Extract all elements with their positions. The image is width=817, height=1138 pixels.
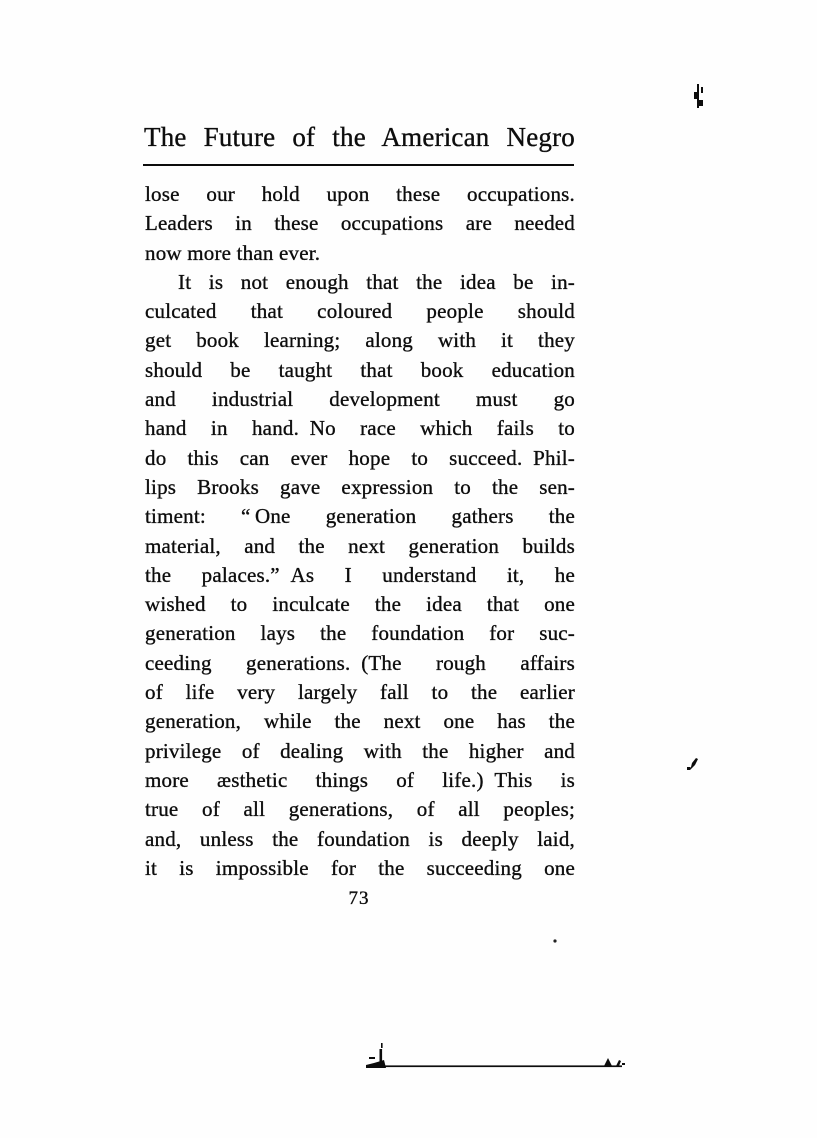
text-line: do this can ever hope to succeed. Phil- xyxy=(145,445,575,470)
text-line: wished to inculcate the idea that one xyxy=(145,592,575,617)
text-line: ceeding generations. (The rough affairs xyxy=(145,650,575,675)
text-line: and industrial development must go xyxy=(145,387,575,412)
scan-streak-line-icon xyxy=(366,1043,625,1068)
running-head-title: The Future of the American Negro xyxy=(144,122,575,152)
text-line: material, and the next generation builds xyxy=(145,533,575,558)
text-line: Leaders in these occupations are needed xyxy=(145,211,575,236)
ink-dot-icon xyxy=(553,939,556,942)
text-line: get book learning; along with it they xyxy=(145,328,575,353)
ink-speck-icon xyxy=(687,758,698,770)
text-line: generation lays the foundation for suc- xyxy=(145,621,575,646)
text-line: lose our hold upon these occupations. xyxy=(145,182,575,206)
text-line: should be taught that book education xyxy=(145,357,575,382)
text-line: lips Brooks gave expression to the sen- xyxy=(145,474,575,499)
text-line: more æsthetic things of life.) This is xyxy=(145,767,575,792)
text-line: of life very largely fall to the earlier xyxy=(145,680,575,705)
text-line: It is not enough that the idea be in- xyxy=(178,269,575,294)
text-line: and, unless the foundation is deeply laid, xyxy=(145,826,575,851)
text-line: generation, while the next one has the xyxy=(145,709,575,734)
text-line: now more than ever. xyxy=(145,240,321,265)
text-line: hand in hand. No race which fails to xyxy=(145,416,575,441)
text-line: true of all generations, of all peoples; xyxy=(145,797,575,822)
body-text-block xyxy=(145,180,575,883)
page-number: 73 xyxy=(348,888,370,909)
text-line: the palaces.” As I understand it, he xyxy=(145,562,575,587)
ink-squiggle-icon xyxy=(694,84,703,108)
text-line: privilege of dealing with the higher and xyxy=(145,738,575,763)
text-line: it is impossible for the succeeding one xyxy=(145,855,575,880)
header-rule xyxy=(143,164,574,166)
text-line: timent: “ One generation gathers the xyxy=(145,504,575,529)
text-line: culcated that coloured people should xyxy=(145,299,575,324)
